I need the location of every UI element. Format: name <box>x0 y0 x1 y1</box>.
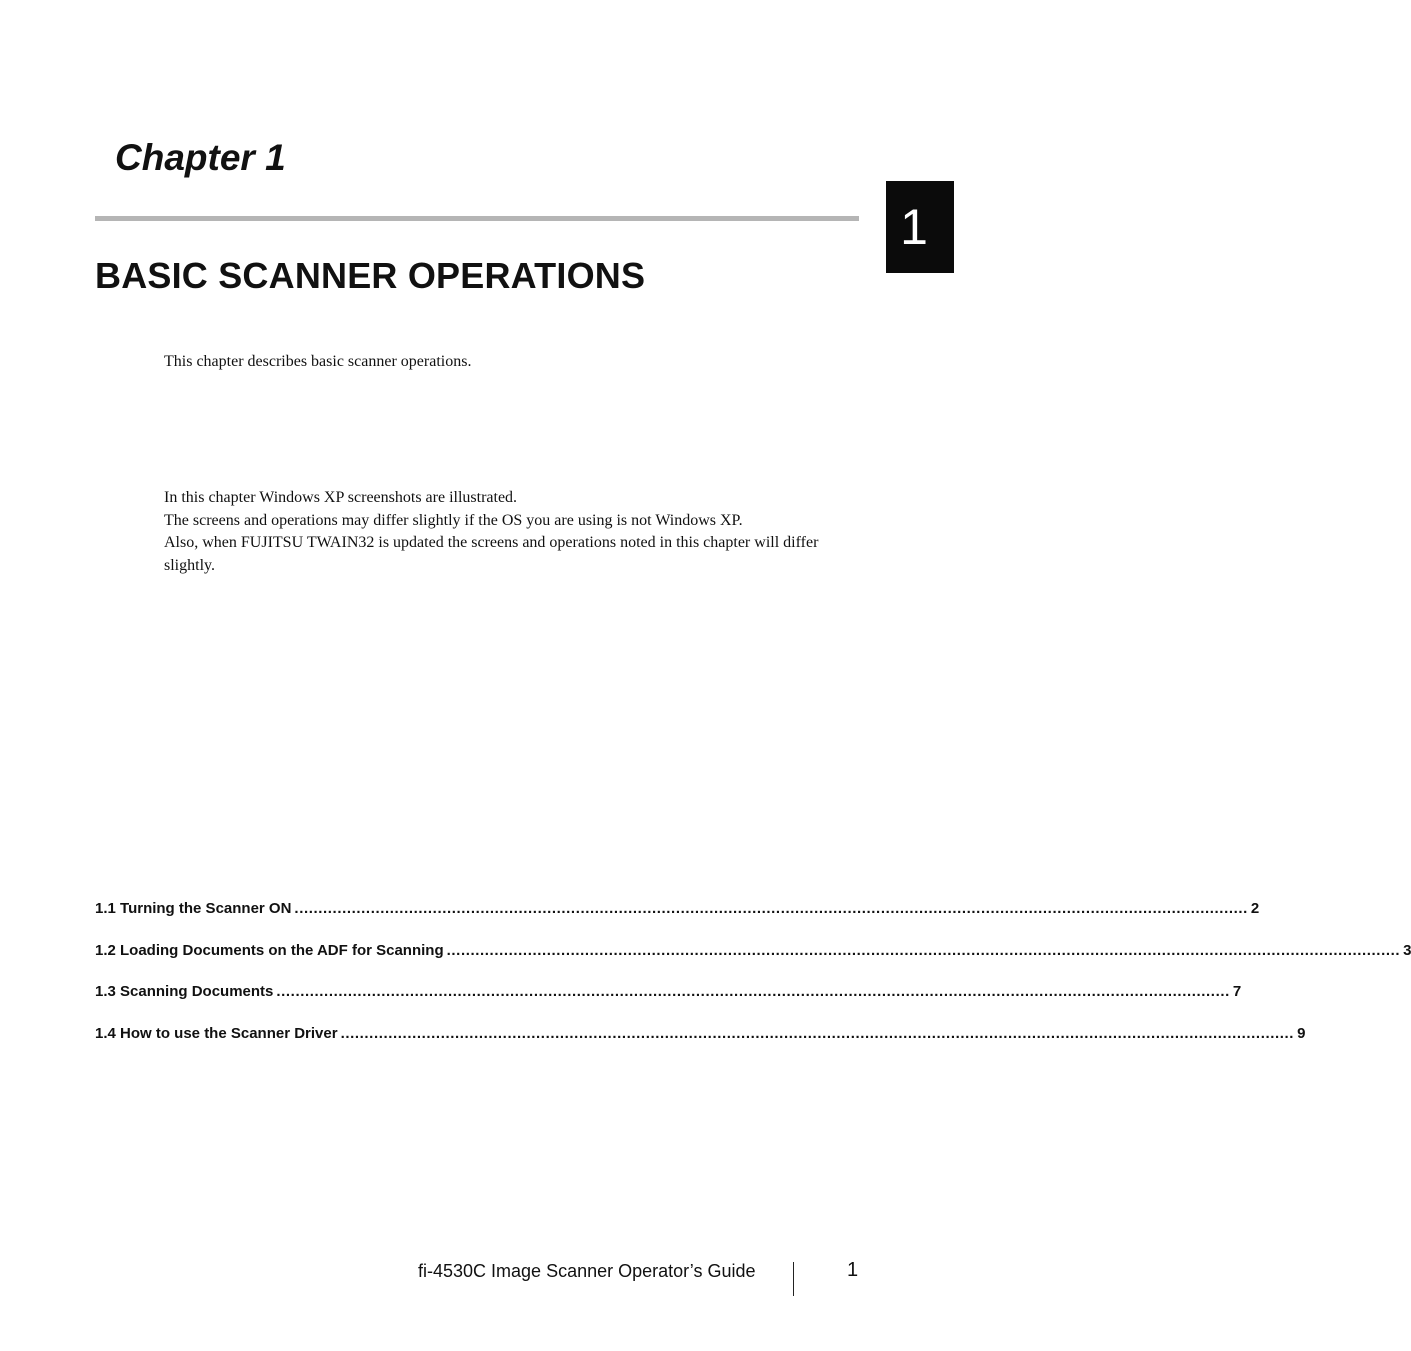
toc-entry[interactable] <box>95 1025 1306 1067</box>
toc-leader-dots: ........................................................................................................................................................................................................ <box>294 900 1248 917</box>
intro-text: This chapter describes basic scanner operations. <box>164 353 472 370</box>
chapter-label: Chapter 1 <box>115 137 286 178</box>
toc-leader-dots: ........................................................................................................................................................................................................ <box>446 941 1401 959</box>
note-line: Also, when FUJITSU TWAIN32 is updated the screens and operations noted in this chapter will differ slightly. <box>164 534 819 574</box>
toc-leader-dots: ........................................................................................................................................................................................................ <box>276 983 1230 1001</box>
footer-guide-title: fi-4530C Image Scanner Operator’s Guide <box>418 1261 756 1281</box>
note-line: In this chapter Windows XP screenshots are illustrated. <box>164 489 518 506</box>
chapter-title: BASIC SCANNER OPERATIONS <box>95 255 646 296</box>
toc-entry-title: 1.2 Loading Documents on the ADF for Scanning <box>95 941 444 959</box>
os-note <box>164 487 854 577</box>
toc-entry-page: 2 <box>1250 900 1260 917</box>
toc-entry[interactable] <box>95 941 1411 984</box>
toc-entry-page: 7 <box>1232 983 1242 1001</box>
footer-divider <box>793 1262 794 1296</box>
toc-entry-title: 1.1 Turning the Scanner ON <box>95 900 292 917</box>
chapter-rule <box>95 216 859 221</box>
footer-page-number: 1 <box>847 1259 859 1281</box>
toc-entry-page: 9 <box>1297 1025 1306 1043</box>
note-line: The screens and operations may differ slightly if the OS you are using is not Windows XP. <box>164 511 743 529</box>
chapter-tab: 1 <box>886 181 954 273</box>
toc-entry[interactable] <box>95 983 1242 1025</box>
toc-entry-title: 1.3 Scanning Documents <box>95 983 274 1001</box>
toc-leader-dots: ........................................................................................................................................................................................................ <box>340 1025 1295 1043</box>
table-of-contents <box>95 900 1411 1067</box>
toc-entry[interactable] <box>95 900 1260 942</box>
toc-entry-title: 1.4 How to use the Scanner Driver <box>95 1025 338 1043</box>
toc-entry-page: 3 <box>1403 941 1411 959</box>
